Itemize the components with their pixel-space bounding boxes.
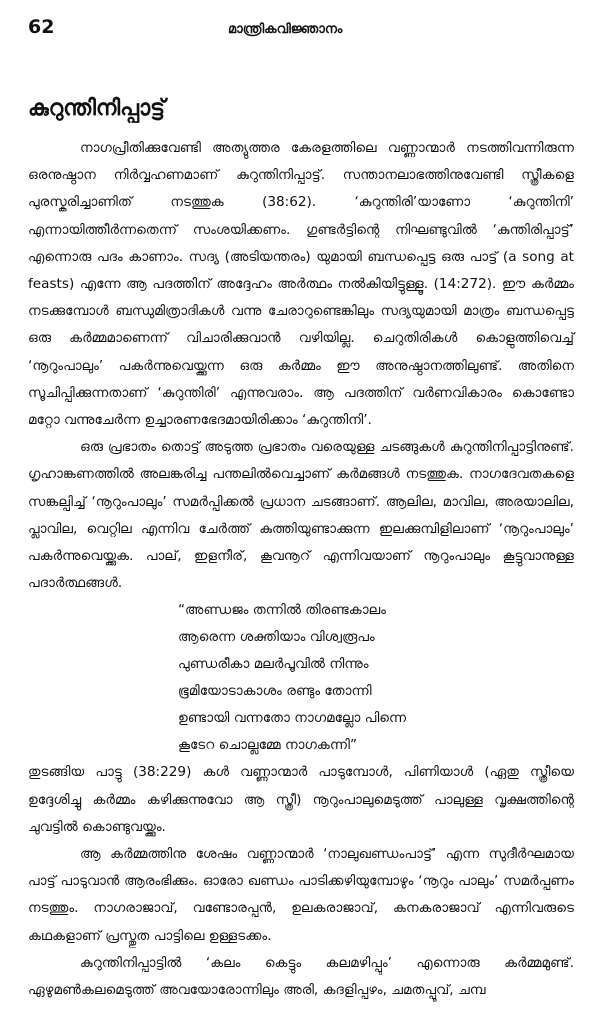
running-title: മാന്ത്രികവിജ്ഞാനം bbox=[228, 22, 343, 37]
section-title: കുറുന്തിനിപ്പാട്ട് bbox=[28, 96, 165, 121]
paragraph: ഒരു പ്രഭാതം തൊട്ട് അടുത്ത പ്രഭാതം വരെയുള്ള ചടങ്ങുകൾ കുറുന്തിനിപ്പാട്ടിനുണ്ട്. ഗൃഹാങ്കണത്തിൽ അലങ്കരിച്ച പന്തലിൽവെച്ചാണ് കർമങ്ങൾ നടത്തുക. നാഗദേവതകളെ സങ്കല്പിച്ച് ‘നൂറുംപാലും’ സമർപ്പിക്കൽ പ്രധാന ചടങ്ങാണ്. ആലില, മാവില, അരയാലില, പ്ലാവില, വെറ്റില എന്നിവ ചേർത്ത് കുത്തിയുണ്ടാക്കുന്ന ഇലക്കുമ്പിളിലാണ് ‘നൂറുംപാലും’ പകർന്നുവെയ്ക്കുക. പാല്, ഇളനീര്, കൂവനൂറ് എന്നിവയാണ് നൂറുംപാലും കൂട്ടുവാനുള്ള പദാർത്ഥങ്ങൾ. bbox=[28, 439, 574, 592]
verse-block bbox=[178, 597, 574, 759]
page-number: 62 bbox=[28, 16, 55, 38]
paragraph: ആ കർമ്മത്തിനു ശേഷം വണ്ണാന്മാർ ‘നാലുഖണ്ഡംപാട്ട്’ എന്ന സുദീർഘമായ പാട്ട് പാടുവാൻ ആരംഭിക്കും. ഓരോ ഖണ്ഡം പാടിക്കഴിയുമ്പോഴും ‘നൂറും പാലും’ സമർപ്പണം നടത്തും. നാഗരാജാവ്, വണ്ടോരപ്പൻ, ഉലകരാജാവ്, കനകരാജാവ് എന്നിവരുടെ കഥകളാണ് പ്രസ്തുത പാട്ടിലെ ഉള്ളടക്കം. bbox=[28, 846, 574, 944]
paragraph: കുറുന്തിനിപ്പാട്ടിൽ ‘കലം കെട്ടും കലമഴിപ്പും’ എന്നൊരു കർമ്മമുണ്ട്. ഏഴുമൺകലമെടുത്ത് അവയോരോന്നിലും അരി, കദളിപ്പഴം, ചമതപ്പൂവ്, ചമ്പ bbox=[28, 954, 574, 999]
verse-line: കൂടേറ ചൊല്ലമ്മേ നാഗകന്നി” bbox=[178, 737, 357, 754]
verse-line: “അണ്ഡജം തന്നിൽ തിരണ്ടകാലം bbox=[178, 602, 386, 619]
verse-line: ഭൂമിയോടാകാശം രണ്ടും തോന്നി bbox=[178, 683, 372, 700]
page-header bbox=[28, 16, 574, 50]
verse-line: ആരെന്ന ശക്തിയാം വിശ്വരൂപം bbox=[178, 629, 375, 646]
verse-line: പുണ്ഡരീകാ മലർപൂവിൽ നിന്നും bbox=[178, 656, 369, 673]
paragraph: നാഗപ്രീതിക്കുവേണ്ടി അത്യുത്തര കേരളത്തിലെ വണ്ണാന്മാർ നടത്തിവന്നിരുന്ന ഒരനുഷ്ഠാന നിർവ്വഹണമാണ് കുറുന്തിനിപ്പാട്ട്. സന്താനലാഭത്തിനുവേണ്ടി സ്ത്രീകളെ പുരസ്കരിച്ചാണിത് നടത്തുക (38:62). ‘കുറുന്തിരി’യാണോ ‘കുറുന്തിനി’ എന്നായിത്തീർന്നതെന്ന് സംശയിക്കണം. ഗുണ്ടർട്ടിന്റെ നിഘണ്ടുവിൽ ‘കുന്തിരിപ്പാട്ട്’ എന്നൊരു പദം കാണാം. സദ്യ (അടിയന്തരം) യുമായി ബന്ധപ്പെട്ട ഒരു പാട്ട് (a song at feasts) എന്നേ ആ പദത്തിന് അദ്ദേഹം അർത്ഥം നൽകിയിട്ടുള്ളൂ. (14:272). ഈ കർമ്മം നടക്കുമ്പോൾ ബന്ധുമിത്രാദികൾ വന്നു ചേരാറുണ്ടെങ്കിലും സദ്യയുമായി മാത്രം ബന്ധപ്പെട്ട ഒരു കർമ്മമാണെന്ന് വിചാരിക്കുവാൻ വഴിയില്ല. ചെറുതിരികൾ കൊളുത്തിവെച്ച് ‘നൂറുംപാലും’ പകർന്നുവെയ്ക്കുന്ന ഒരു കർമ്മം ഈ അനുഷ്ഠാനത്തിലുണ്ട്. അതിനെ സൂചിപ്പിക്കുന്നതാണ് ‘കുറുന്തിരി’ എന്നുവരാം. ആ പദത്തിന് വർണവികാരം കൊണ്ടോ മറ്റോ വന്നുചേർന്ന ഉച്ചാരണഭേദമായിരിക്കാം ‘കുറുന്തിനി’. bbox=[28, 140, 574, 429]
verse-line: ഉണ്ടായി വന്നതോ നാഗമല്ലോ പിന്നെ bbox=[178, 710, 407, 727]
paragraph: തുടങ്ങിയ പാട്ടു (38:229) കൾ വണ്ണാന്മാർ പാടുമ്പോൾ, പിണിയാൾ (ഏതു സ്ത്രീയെ ഉദ്ദേശിച്ചു കർമ്മം കഴിക്കുന്നുവോ ആ സ്ത്രീ) നൂറുംപാലുമെടുത്ത് പാലുള്ള വൃക്ഷത്തിന്റെ ചുവട്ടിൽ കൊണ്ടുവയ്ക്കും. bbox=[28, 764, 574, 835]
